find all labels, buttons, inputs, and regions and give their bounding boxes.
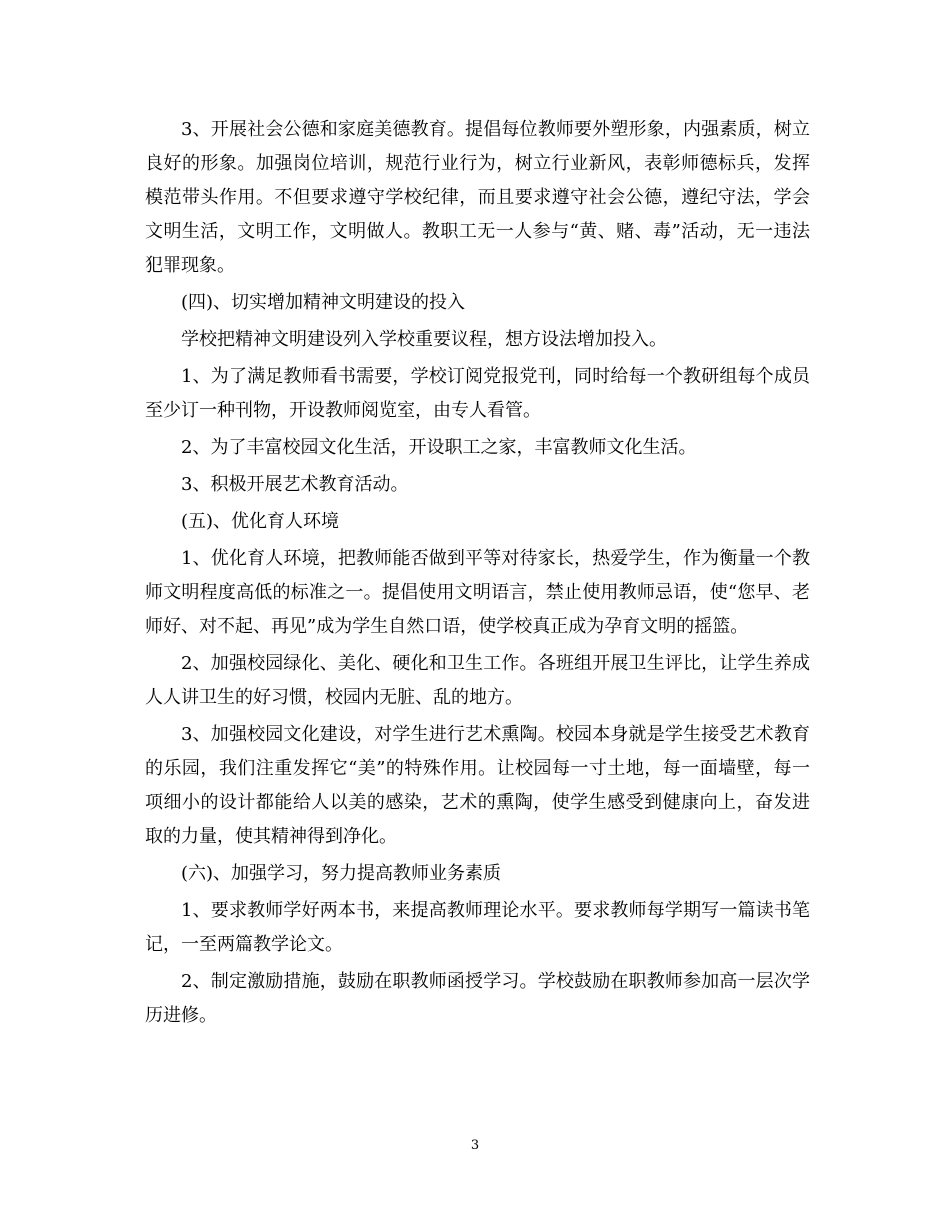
paragraph-public-morality: 3、开展社会公德和家庭美德教育。提倡每位教师要外塑形象，内强素质，树立良好的形象。加强岗位培训，规范行业行为，树立行业新风，表彰师德标兵，发挥模范带头作用。不但要求遵守学校纪律，而且要求遵守社会公德，遵纪守法，学会文明生活，文明工作，文明做人。教职工无一人参与“黄、赌、毒”活动，无一违法犯罪现象。 <box>145 119 810 276</box>
heading-section-5: (五)、优化育人环境 <box>181 511 340 532</box>
paragraph-further-education: 2、制定激励措施，鼓励在职教师函授学习。学校鼓励在职教师参加高一层次学历进修。 <box>145 971 810 1026</box>
paragraph-reading-room: 1、为了满足教师看书需要，学校订阅党报党刊，同时给每一个教研组每个成员至少订一种刊物，开设教师阅览室，由专人看管。 <box>145 366 810 421</box>
page-number: 3 <box>470 1138 480 1153</box>
paragraph-campus-culture: 3、加强校园文化建设，对学生进行艺术熏陶。校园本身就是学生接受艺术教育的乐园，我们注重发挥它“美”的特殊作用。让校园每一寸土地，每一面墙壁，每一项细小的设计都能给人以美的感染，艺术的熏陶，使学生感受到健康向上，奋发进取的力量，使其精神得到净化。 <box>145 724 810 847</box>
paragraph-campus-hygiene: 2、加强校园绿化、美化、硬化和卫生工作。各班组开展卫生评比，让学生养成人人讲卫生的好习惯，校园内无脏、乱的地方。 <box>145 653 810 708</box>
paragraph-civil-language: 1、优化育人环境，把教师能否做到平等对待家长，热爱学生，作为衡量一个教师文明程度高低的标准之一。提倡使用文明语言，禁止使用教师忌语，使“您早、老师好、对不起、再见”成为学生自然口语，使学校真正成为孕育文明的摇篮。 <box>145 548 810 637</box>
paragraph-art-activities: 3、积极开展艺术教育活动。 <box>181 474 409 495</box>
paragraph-investment-intro: 学校把精神文明建设列入学校重要议程，想方设法增加投入。 <box>181 329 667 350</box>
document-body <box>145 113 810 1036</box>
heading-section-6: (六)、加强学习，努力提高教师业务素质 <box>181 863 502 884</box>
paragraph-staff-home: 2、为了丰富校园文化生活，开设职工之家，丰富教师文化生活。 <box>181 437 697 458</box>
heading-section-4: (四)、切实增加精神文明建设的投入 <box>181 292 466 313</box>
paragraph-study-books: 1、要求教师学好两本书，来提高教师理论水平。要求教师每学期写一篇读书笔记，一至两篇教学论文。 <box>145 900 810 955</box>
